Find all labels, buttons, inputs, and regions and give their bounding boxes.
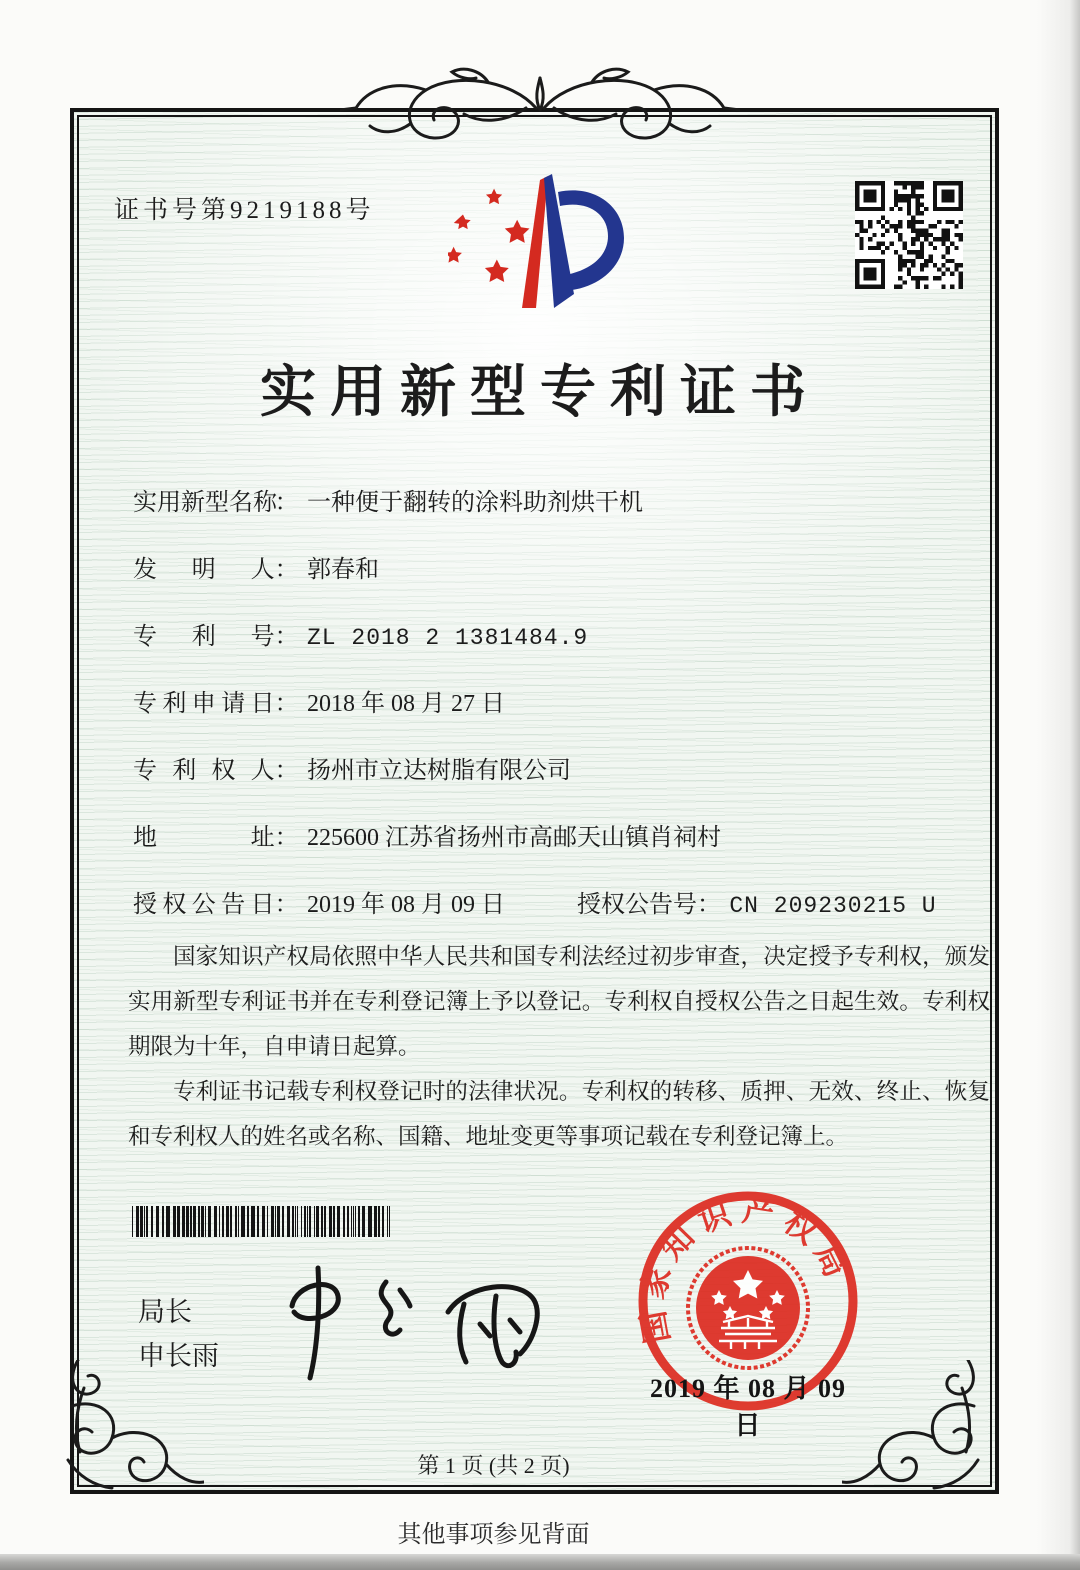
field-value: ZL 2018 2 1381484.9 <box>306 625 589 651</box>
barcode-bar <box>201 1206 204 1237</box>
barcode-bar <box>140 1206 143 1237</box>
barcode-bar <box>351 1206 352 1237</box>
field-colon: ： <box>696 892 721 918</box>
field-colon: ： <box>274 624 299 650</box>
barcode-bar <box>247 1206 249 1237</box>
barcode-bar <box>182 1206 185 1237</box>
barcode-bar <box>387 1206 388 1237</box>
field-label: 专利申请日 <box>133 691 275 717</box>
field-colon: ： <box>274 557 299 583</box>
officer-title: 局长 <box>138 1297 192 1327</box>
field-value: 一种便于翻转的涂料助剂烘干机 <box>306 490 643 516</box>
barcode-bar <box>382 1206 384 1237</box>
barcode-bar <box>226 1206 229 1237</box>
grant-number-value: CN 209230215 U <box>729 893 937 919</box>
field-value: 郭春和 <box>306 557 379 583</box>
barcode-bar <box>355 1206 356 1237</box>
field-label: 专利权人 <box>133 758 275 784</box>
field-application-date <box>133 683 993 717</box>
barcode-bar <box>316 1206 319 1237</box>
scan-edge-right <box>1070 0 1080 1570</box>
barcode-bar <box>295 1206 296 1237</box>
barcode-bar <box>205 1206 206 1237</box>
field-colon: ： <box>274 892 299 918</box>
seal-ring-text: 国家知识产权局 <box>633 1191 859 1347</box>
barcode-bar <box>378 1206 380 1237</box>
barcode-bar <box>144 1206 145 1237</box>
barcode-bar <box>214 1206 217 1237</box>
back-side-note: 其他事项参见背面 <box>397 1522 590 1548</box>
field-colon: ： <box>274 758 299 784</box>
barcode-bar <box>136 1206 139 1237</box>
barcode-bar <box>304 1206 306 1237</box>
barcode-bar <box>314 1206 315 1237</box>
barcode-bar <box>235 1206 237 1237</box>
barcode-bar <box>222 1206 224 1237</box>
barcode <box>132 1206 404 1237</box>
grant-date-label: 授权公告日 <box>133 892 275 918</box>
barcode-bar <box>173 1206 176 1237</box>
barcode-bar <box>307 1206 308 1237</box>
barcode-bar <box>186 1206 189 1237</box>
certificate-title: 实用新型专利证书 <box>260 362 820 424</box>
field-patentee <box>133 750 993 784</box>
certificate-number: 证书号第9219188号 <box>114 197 375 224</box>
barcode-bar <box>333 1206 335 1237</box>
field-value: 2018 年 08 月 27 日 <box>306 691 505 717</box>
field-colon: ： <box>274 691 299 717</box>
barcode-bar <box>292 1206 294 1237</box>
barcode-bar <box>301 1206 302 1237</box>
page-number-info: 第 1 页 (共 2 页) <box>417 1453 570 1478</box>
barcode-bar <box>287 1206 290 1237</box>
cnipa-logo-icon <box>448 162 634 318</box>
barcode-bar <box>343 1206 345 1237</box>
field-label: 实用新型名称 <box>133 490 277 516</box>
barcode-bar <box>151 1206 153 1237</box>
national-emblem-icon <box>688 1248 808 1368</box>
barcode-bar <box>353 1206 354 1237</box>
bottom-right-corner-ornament <box>842 1360 992 1502</box>
field-utility-model-name <box>133 482 993 516</box>
top-scroll-ornament <box>340 58 740 170</box>
barcode-bar <box>267 1206 268 1237</box>
barcode-bar <box>275 1206 276 1237</box>
field-label: 专利号 <box>133 624 275 650</box>
barcode-bar <box>230 1206 232 1237</box>
barcode-bar <box>321 1206 323 1237</box>
certificate-fields <box>133 482 993 919</box>
barcode-bar <box>282 1206 284 1237</box>
barcode-bar <box>329 1206 332 1237</box>
grant-number-group <box>577 892 937 918</box>
qr-code <box>855 181 963 289</box>
barcode-bar <box>193 1206 196 1237</box>
barcode-bar <box>190 1206 192 1237</box>
barcode-bar <box>347 1206 349 1237</box>
legal-paragraph-2: 专利证书记载专利权登记时的法律状况。专利权的转移、质押、无效、终止、恢复和专利权人的姓名或名称、国籍、地址变更等事项记载在专利登记簿上。 <box>128 1079 990 1149</box>
field-value: 扬州市立达树脂有限公司 <box>306 758 571 784</box>
barcode-bar <box>132 1206 133 1237</box>
barcode-bar <box>177 1206 180 1237</box>
barcode-bar <box>374 1206 377 1237</box>
field-colon: ： <box>274 825 299 851</box>
legal-text <box>128 934 990 1159</box>
barcode-bar <box>297 1206 298 1237</box>
bottom-left-corner-ornament <box>54 1360 204 1502</box>
barcode-bar <box>389 1206 390 1237</box>
field-label: 发明人 <box>133 557 275 583</box>
grant-number-label: 授权公告号 <box>576 892 697 918</box>
grant-announcement-row <box>133 884 993 919</box>
field-value: 225600 江苏省扬州市高邮天山镇肖祠村 <box>306 825 721 851</box>
officer-name: 申长雨 <box>138 1341 219 1371</box>
barcode-bar <box>271 1206 274 1237</box>
barcode-bar <box>219 1206 220 1237</box>
barcode-bar <box>257 1206 259 1237</box>
handwritten-signature <box>262 1262 562 1384</box>
legal-paragraph-1: 国家知识产权局依照中华人民共和国专利法经过初步审查，决定授予专利权，颁发实用新型专利证书并在专利登记簿上予以登记。专利权自授权公告之日起生效。专利权期限为十年，自申请日起算。 <box>128 944 990 1059</box>
seal-date: 2019 年 08 月 09 日 <box>649 1374 846 1440</box>
barcode-bar <box>198 1206 200 1237</box>
barcode-bar <box>241 1206 245 1237</box>
barcode-bar <box>262 1206 265 1237</box>
barcode-bar <box>162 1206 164 1237</box>
barcode-bar <box>156 1206 159 1237</box>
officer-block <box>138 1290 219 1378</box>
scan-edge-bottom <box>0 1554 1080 1570</box>
grant-date-value: 2019 年 08 月 09 日 <box>306 892 505 918</box>
barcode-bar <box>362 1206 365 1237</box>
barcode-bar <box>146 1206 148 1237</box>
barcode-bar <box>368 1206 372 1237</box>
barcode-bar <box>208 1206 211 1237</box>
barcode-bar <box>166 1206 170 1237</box>
field-inventor <box>133 549 993 583</box>
field-address <box>133 817 993 851</box>
field-patent-number <box>133 616 993 651</box>
field-label: 地址 <box>133 825 275 851</box>
barcode-bar <box>251 1206 255 1237</box>
field-colon: ： <box>274 490 299 516</box>
barcode-bar <box>277 1206 280 1237</box>
barcode-bar <box>309 1206 311 1237</box>
barcode-bar <box>324 1206 326 1237</box>
barcode-bar <box>238 1206 239 1237</box>
barcode-bar <box>337 1206 340 1237</box>
barcode-bar <box>358 1206 360 1237</box>
